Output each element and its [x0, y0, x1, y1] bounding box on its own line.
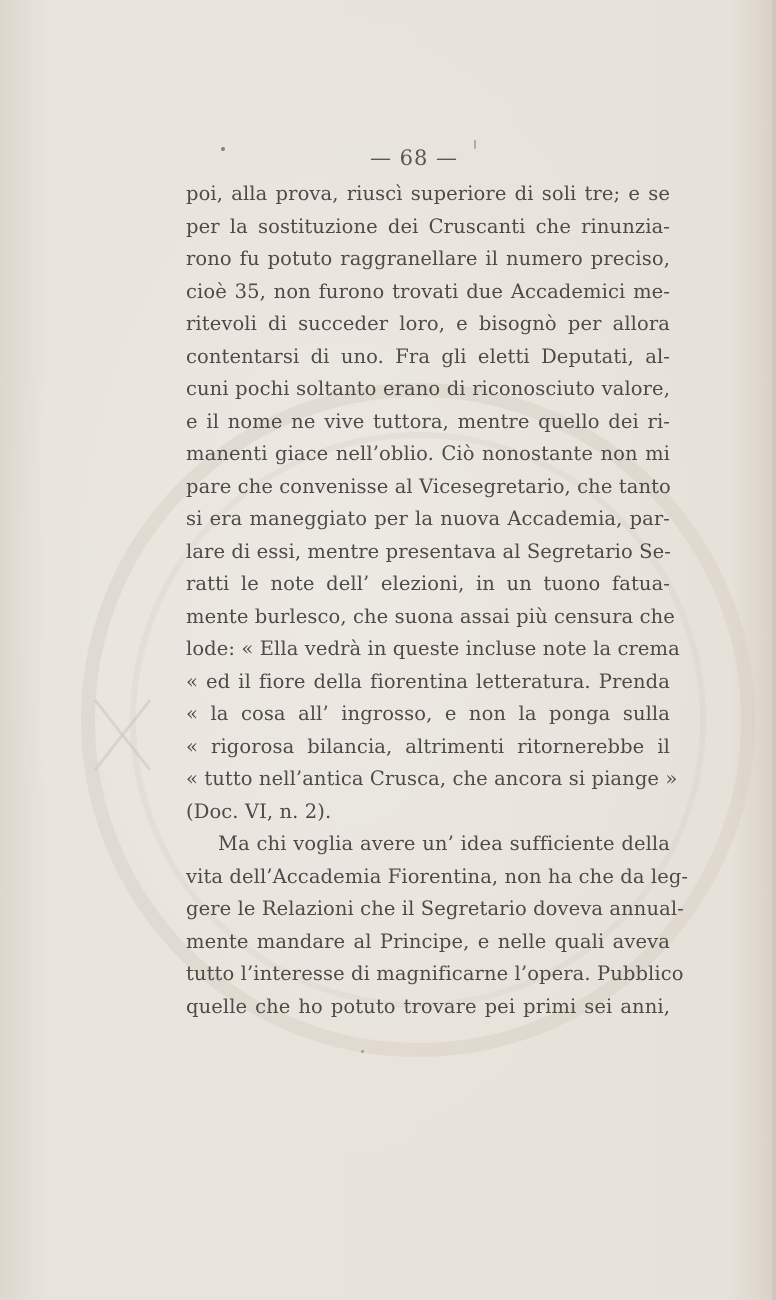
text-line: Ma chi voglia avere un’ idea sufficiente della — [218, 832, 670, 855]
text-line: lare di essi, mentre presentava al Segretario Se- — [186, 539, 671, 563]
text-line: ritevoli di succeder loro, e bisognò per allora — [186, 312, 670, 335]
text-line: gere le Relazioni che il Segretario doveva annual- — [186, 897, 684, 920]
text-line: manenti giace nell’oblio. Ciò nonostante non mi — [186, 442, 670, 465]
text-line: poi, alla prova, riuscì superiore di soli tre; e se — [186, 182, 670, 205]
text-line: mente mandare al Principe, e nelle quali aveva — [186, 929, 670, 953]
page-edge — [772, 0, 776, 1300]
text-line: cuni pochi soltanto erano di riconosciuto valore, — [186, 377, 670, 400]
text-line: « rigorosa bilancia, altrimenti ritornerebbe il — [186, 734, 670, 758]
page-number: — 68 — — [369, 146, 459, 170]
text-line: pare che convenisse al Vicesegretario, che tanto — [186, 474, 671, 498]
text-line: « tutto nell’antica Crusca, che ancora si piange » — [186, 767, 678, 790]
text-line: ratti le note dell’ elezioni, in un tuono fatua- — [186, 572, 670, 595]
text-line: vita dell’Accademia Fiorentina, non ha che da leg- — [186, 864, 689, 888]
text-line: quelle che ho potuto trovare pei primi sei anni, — [186, 994, 670, 1018]
text-line: contentarsi di uno. Fra gli eletti Deputati, al- — [186, 344, 670, 368]
text-line: « la cosa all’ ingrosso, e non la ponga sulla — [186, 702, 670, 725]
text-line: e il nome ne vive tuttora, mentre quello dei ri- — [186, 409, 670, 433]
text-line: rono fu potuto raggranellare il numero preciso, — [186, 247, 670, 270]
body-text — [186, 178, 689, 1023]
text-line: mente burlesco, che suona assai più censura che — [186, 604, 675, 628]
text-line: « ed il fiore della fiorentina letteratura. Prenda — [186, 669, 670, 693]
ink-speck — [361, 1050, 364, 1053]
text-line: si era maneggiato per la nuova Accademia, par- — [186, 507, 670, 530]
text-line: cioè 35, non furono trovati due Accademici me- — [186, 279, 670, 303]
text-line: (Doc. VI, n. 2). — [186, 799, 332, 823]
text-line: per la sostituzione dei Cruscanti che rinunzia- — [186, 214, 670, 238]
text-line: tutto l’interesse di magnificarne l’opera. Pubblico — [186, 962, 684, 985]
text-line: lode: « Ella vedrà in queste incluse note la crema — [186, 637, 680, 660]
